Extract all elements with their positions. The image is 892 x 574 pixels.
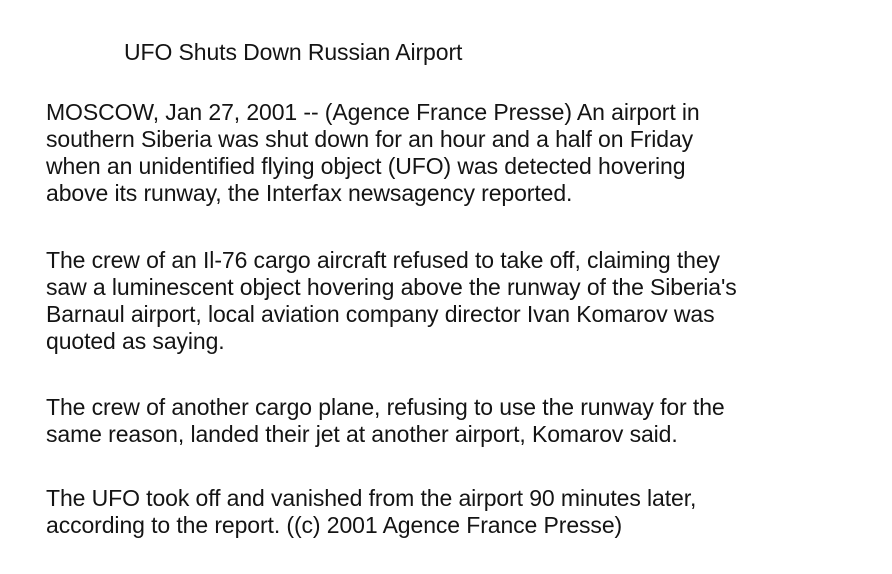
paragraph-line: quoted as saying. (46, 328, 225, 354)
paragraph-2 (46, 247, 886, 355)
article-title: UFO Shuts Down Russian Airport (124, 39, 463, 65)
paragraph-line: above its runway, the Interfax newsagency reported. (46, 180, 573, 206)
paragraph-line: The crew of an Il-76 cargo aircraft refused to take off, claiming they (46, 247, 720, 273)
paragraph-line: when an unidentified flying object (UFO) was detected hovering (46, 153, 686, 179)
paragraph-3 (46, 394, 886, 448)
paragraph-line: The crew of another cargo plane, refusing to use the runway for the (46, 394, 725, 420)
paragraph-line: saw a luminescent object hovering above the runway of the Siberia's (46, 274, 737, 300)
paragraph-1 (46, 99, 886, 207)
paragraph-line: MOSCOW, Jan 27, 2001 -- (Agence France Presse) An airport in (46, 99, 700, 125)
paragraph-line: Barnaul airport, local aviation company director Ivan Komarov was (46, 301, 715, 327)
paragraph-line: same reason, landed their jet at another airport, Komarov said. (46, 421, 678, 447)
paragraph-4 (46, 485, 886, 539)
paragraph-line: southern Siberia was shut down for an hour and a half on Friday (46, 126, 694, 152)
paragraph-line: according to the report. ((c) 2001 Agence France Presse) (46, 512, 623, 538)
paragraph-line: The UFO took off and vanished from the airport 90 minutes later, (46, 485, 697, 511)
